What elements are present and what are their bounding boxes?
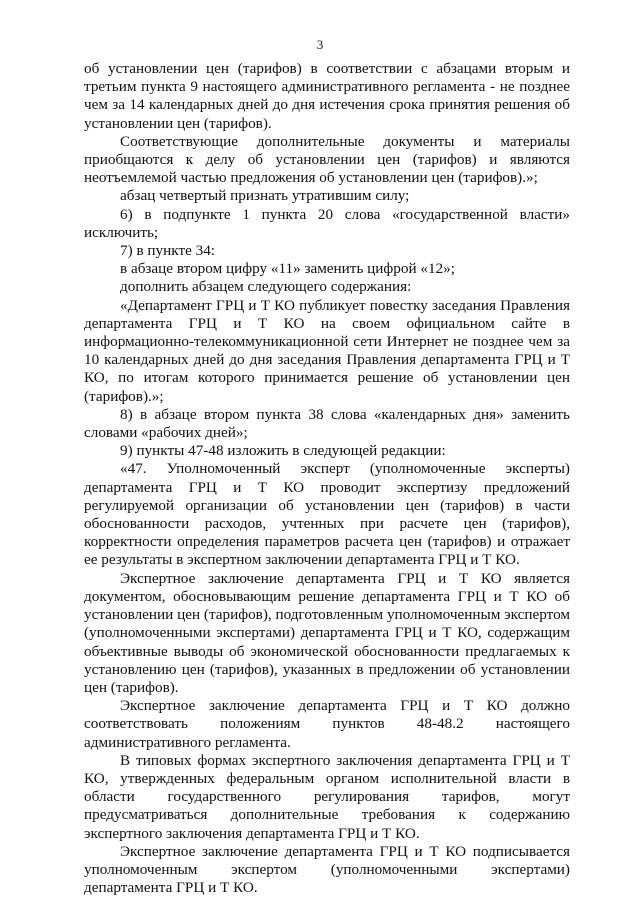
paragraph: Экспертное заключение департамента ГРЦ и Т КО является документом, обосновывающим решение департамента ГРЦ и Т КО об установлении цен (тарифов), подготовленным уполномоченным экспертом (уполномоченными экспертами) департамента ГРЦ и Т КО, содержащим объективные выводы об экономической обоснованности предлагаемых к установлению цен (тарифов), указанных в предложении об установлении цен (тарифов). <box>84 569 570 696</box>
paragraph: «47. Уполномоченный эксперт (уполномоченные эксперты) департамента ГРЦ и Т КО проводит экспертизу предложений регулируемой организации об установлении цен (тарифов) в части обоснованности расходов, учтенных при расчете цен (тарифов), корректности определения параметров расчета цен (тарифов) и отражает ее результаты в экспертном заключении департамента ГРЦ и Т КО. <box>84 460 570 569</box>
paragraph: об установлении цен (тарифов) в соответствии с абзацами вторым и третьим пункта 9 настоящего административного регламента - не позднее чем за 14 календарных дней до дня истечения срока принятия решения об установлении цен (тарифов). <box>84 60 570 132</box>
document-body <box>84 60 570 897</box>
paragraph: дополнить абзацем следующего содержания: <box>120 278 412 296</box>
paragraph: 6) в подпункте 1 пункта 20 слова «государственной власти» исключить; <box>84 205 570 241</box>
paragraph: 8) в абзаце втором пункта 38 слова «календарных дня» заменить словами «рабочих дней»; <box>84 405 570 442</box>
paragraph: 7) в пункте 34: <box>120 242 216 260</box>
paragraph: в абзаце втором цифру «11» заменить цифрой «12»; <box>120 260 455 278</box>
paragraph: абзац четвертый признать утратившим силу; <box>120 187 410 205</box>
paragraph: «Департамент ГРЦ и Т КО публикует повестку заседания Правления департамента ГРЦ и Т КО на своем официальном сайте в информационно-телекоммуникационной сети Интернет не позднее чем за 10 календарных дней до дня заседания Правления департамента ГРЦ и Т КО, по итогам которого принимается решение об установлении цен (тарифов).»; <box>84 296 570 405</box>
paragraph: Экспертное заключение департамента ГРЦ и Т КО должно соответствовать положениям пунктов 48-48.2 настоящего административного регламента. <box>84 697 570 751</box>
paragraph: Соответствующие дополнительные документы и материалы приобщаются к делу об установлении цен (тарифов) и являются неотъемлемой частью предложения об установлении цен (тарифов).»; <box>84 132 570 187</box>
paragraph: 9) пункты 47-48 изложить в следующей редакции: <box>120 442 446 460</box>
paragraph: Экспертное заключение департамента ГРЦ и Т КО подписывается уполномоченным экспертом (уполномоченными экспертами) департамента ГРЦ и Т КО. <box>84 842 570 897</box>
page-number: 3 <box>316 37 324 52</box>
paragraph: В типовых формах экспертного заключения департамента ГРЦ и Т КО, утвержденных федеральным органом исполнительной власти в области государственного регулирования тарифов, могут предусматриваться дополнительные требования к содержанию экспертного заключения департамента ГРЦ и Т КО. <box>84 751 570 842</box>
